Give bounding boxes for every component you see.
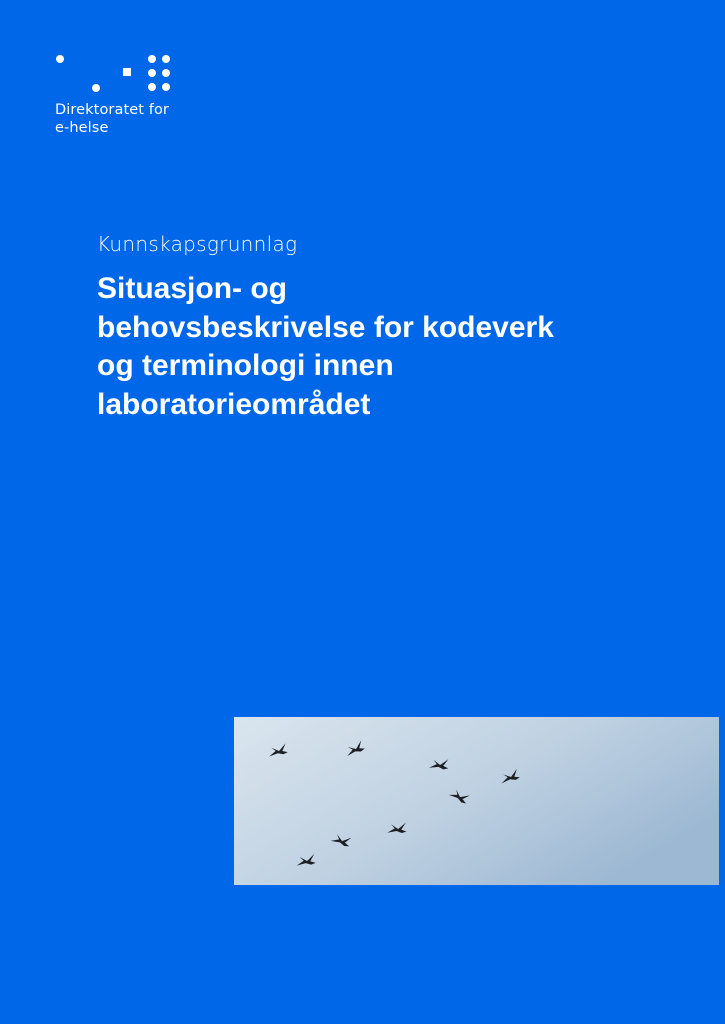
braille-dots-logo-icon <box>54 53 174 93</box>
document-title-line-4: laboratorieområdet <box>97 387 371 421</box>
document-type-label: Kunnskapsgrunnlag <box>97 232 298 256</box>
document-title-line-3: og terminologi innen <box>97 349 394 382</box>
organization-name-line-2: e-helse <box>55 120 109 136</box>
document-title <box>97 270 677 424</box>
organization-name-line-1: Direktoratet for <box>55 102 169 118</box>
flying-birds-photo <box>234 717 719 885</box>
document-title-line-1: Situasjon- og <box>97 272 287 305</box>
organization-name <box>55 101 169 137</box>
document-title-line-2: behovsbeskrivelse for kodeverk <box>97 310 554 344</box>
